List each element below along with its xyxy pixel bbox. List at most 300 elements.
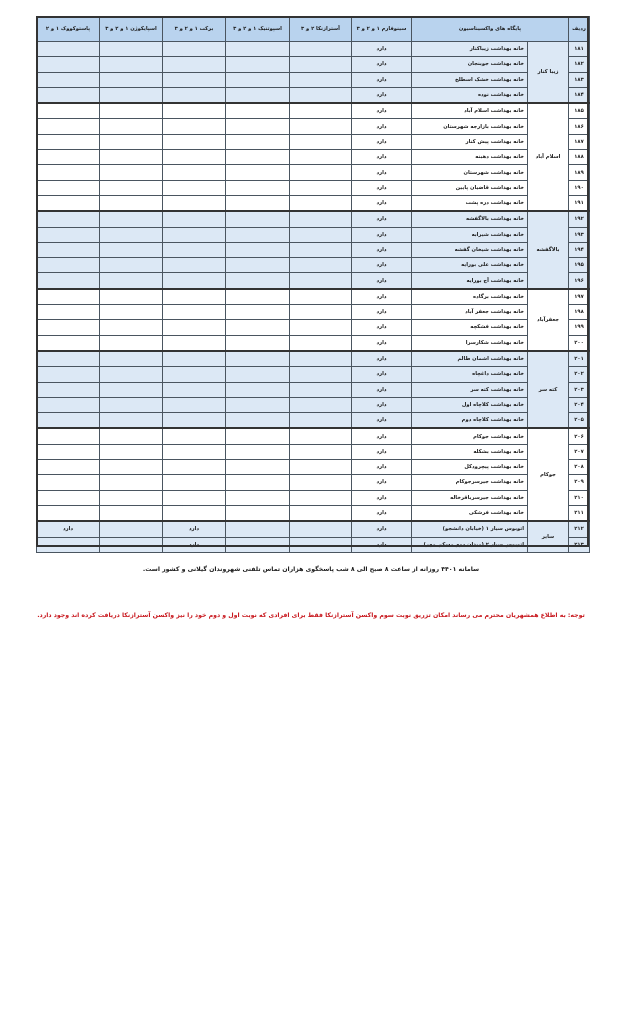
site-name: خانه بهداشت جوکام bbox=[412, 428, 528, 444]
astrazeneca-availability bbox=[290, 165, 352, 180]
pastocovac-availability bbox=[37, 490, 100, 505]
astrazeneca-warning-note: توجه: به اطلاع همشهریان محترم می رساند امکان تزریق نوبت سوم واکسن آسترازنکا فقط برای افرادی که نوبت اول و دوم خود را نیز واکسن آسترازنکا دریافت کرده اند وجود دارد. bbox=[37, 612, 585, 619]
sinopharm-availability: دارد bbox=[352, 134, 412, 149]
site-name: خانه بهداشت آج بورایه bbox=[412, 273, 528, 289]
row-number: ۲۰۴ bbox=[569, 397, 590, 412]
row-number: ۲۰۵ bbox=[569, 413, 590, 429]
spikogen-availability bbox=[100, 335, 163, 351]
spikogen-availability bbox=[100, 227, 163, 242]
table-row bbox=[37, 150, 590, 165]
spikogen-availability bbox=[100, 103, 163, 119]
barekat-availability bbox=[163, 103, 226, 119]
row-number: ۲۱۰ bbox=[569, 490, 590, 505]
table-row bbox=[37, 305, 590, 320]
sinopharm-availability: دارد bbox=[352, 505, 412, 521]
site-name: خانه بهداشت پیچرودکل bbox=[412, 460, 528, 475]
spikogen-availability bbox=[100, 134, 163, 149]
site-name: خانه بهداشت کلاچاه اول bbox=[412, 397, 528, 412]
row-number: ۲۰۶ bbox=[569, 428, 590, 444]
sinopharm-availability: دارد bbox=[352, 351, 412, 367]
site-name: خانه بهداشت خشک اسطلخ bbox=[412, 72, 528, 87]
astrazeneca-availability bbox=[290, 428, 352, 444]
group-name: اسلام آباد bbox=[528, 103, 569, 211]
spikogen-availability bbox=[100, 460, 163, 475]
table-row bbox=[37, 351, 590, 367]
row-number: ۱۸۶ bbox=[569, 119, 590, 134]
barekat-availability bbox=[163, 444, 226, 459]
table-row bbox=[37, 258, 590, 273]
astrazeneca-availability bbox=[290, 227, 352, 242]
site-name: خانه بهداشت دره پشت bbox=[412, 195, 528, 211]
pastocovac-availability bbox=[37, 413, 100, 429]
spikogen-availability bbox=[100, 180, 163, 195]
sinopharm-availability: دارد bbox=[352, 460, 412, 475]
site-name: خانه بهداشت اشمان طالم bbox=[412, 351, 528, 367]
site-name: خانه بهداشت بشکله bbox=[412, 444, 528, 459]
sputnik-availability bbox=[226, 382, 290, 397]
spikogen-availability bbox=[100, 211, 163, 227]
astrazeneca-availability bbox=[290, 537, 352, 552]
spikogen-availability bbox=[100, 42, 163, 57]
pastocovac-availability bbox=[37, 382, 100, 397]
barekat-availability bbox=[163, 150, 226, 165]
table-row bbox=[37, 195, 590, 211]
pastocovac-availability bbox=[37, 195, 100, 211]
row-number: ۲۱۲ bbox=[569, 521, 590, 537]
header-barekat: برکت ۱ و ۲ و ۳ bbox=[163, 17, 226, 42]
pastocovac-availability bbox=[37, 72, 100, 87]
sputnik-availability bbox=[226, 505, 290, 521]
table-row bbox=[37, 134, 590, 149]
header-spikogen: اسپایکوژن ۱ و ۲ و ۳ bbox=[100, 17, 163, 42]
site-name: خانه بهداشت قاضیان پایین bbox=[412, 180, 528, 195]
pastocovac-availability bbox=[37, 444, 100, 459]
astrazeneca-availability bbox=[290, 150, 352, 165]
sinopharm-availability: دارد bbox=[352, 305, 412, 320]
sputnik-availability bbox=[226, 258, 290, 273]
spikogen-availability bbox=[100, 258, 163, 273]
astrazeneca-availability bbox=[290, 242, 352, 257]
site-name: خانه بهداشت دهبنه bbox=[412, 150, 528, 165]
site-name: خانه بهداشت کلاچاه دوم bbox=[412, 413, 528, 429]
sinopharm-availability: دارد bbox=[352, 397, 412, 412]
pastocovac-availability bbox=[37, 119, 100, 134]
table-row bbox=[37, 42, 590, 57]
spikogen-availability bbox=[100, 242, 163, 257]
sinopharm-availability: دارد bbox=[352, 258, 412, 273]
barekat-availability bbox=[163, 289, 226, 305]
sinopharm-availability: دارد bbox=[352, 72, 412, 87]
sputnik-availability bbox=[226, 242, 290, 257]
astrazeneca-availability bbox=[290, 87, 352, 103]
pastocovac-availability bbox=[37, 103, 100, 119]
barekat-availability bbox=[163, 490, 226, 505]
pastocovac-availability bbox=[37, 165, 100, 180]
table-row bbox=[37, 320, 590, 335]
barekat-availability bbox=[163, 180, 226, 195]
row-number: ۱۸۲ bbox=[569, 57, 590, 72]
sputnik-availability bbox=[226, 335, 290, 351]
barekat-availability bbox=[163, 134, 226, 149]
sinopharm-availability: دارد bbox=[352, 150, 412, 165]
table-row bbox=[37, 521, 590, 537]
table-row bbox=[37, 537, 590, 552]
table-row bbox=[37, 505, 590, 521]
barekat-availability bbox=[163, 505, 226, 521]
site-name: خانه بهداشت جوبنجان bbox=[412, 57, 528, 72]
barekat-availability bbox=[163, 42, 226, 57]
sinopharm-availability: دارد bbox=[352, 428, 412, 444]
pastocovac-availability bbox=[37, 273, 100, 289]
astrazeneca-availability bbox=[290, 521, 352, 537]
site-name: خانه بهداشت کته سر bbox=[412, 382, 528, 397]
row-number: ۱۹۸ bbox=[569, 305, 590, 320]
pastocovac-availability bbox=[37, 180, 100, 195]
sputnik-availability bbox=[226, 444, 290, 459]
barekat-availability bbox=[163, 397, 226, 412]
table-body bbox=[37, 42, 590, 553]
site-name: خانه بهداشت جیرسرباقرخاله bbox=[412, 490, 528, 505]
site-name: خانه بهداشت داغچاه bbox=[412, 367, 528, 382]
sputnik-availability bbox=[226, 351, 290, 367]
sputnik-availability bbox=[226, 397, 290, 412]
spikogen-availability bbox=[100, 273, 163, 289]
pastocovac-availability bbox=[37, 227, 100, 242]
spikogen-availability bbox=[100, 505, 163, 521]
sinopharm-availability: دارد bbox=[352, 537, 412, 552]
sputnik-availability bbox=[226, 195, 290, 211]
sinopharm-availability: دارد bbox=[352, 521, 412, 537]
sputnik-availability bbox=[226, 87, 290, 103]
pastocovac-availability bbox=[37, 335, 100, 351]
astrazeneca-availability bbox=[290, 413, 352, 429]
sputnik-availability bbox=[226, 180, 290, 195]
sinopharm-availability: دارد bbox=[352, 211, 412, 227]
table-header-row bbox=[37, 17, 590, 42]
pastocovac-availability bbox=[37, 351, 100, 367]
site-name: خانه بهداشت بالاگفشه bbox=[412, 211, 528, 227]
header-sputnik: اسپوتنیک ۱ و ۲ و ۳ bbox=[226, 17, 290, 42]
spikogen-availability bbox=[100, 367, 163, 382]
barekat-availability: دارد bbox=[163, 521, 226, 537]
table-row bbox=[37, 367, 590, 382]
sputnik-availability bbox=[226, 227, 290, 242]
row-number: ۱۸۵ bbox=[569, 103, 590, 119]
site-name: خانه بهداشت بازارجه شهرستان bbox=[412, 119, 528, 134]
site-name: خانه بهداشت اسلام آباد bbox=[412, 103, 528, 119]
barekat-availability bbox=[163, 273, 226, 289]
table-row bbox=[37, 165, 590, 180]
table-row bbox=[37, 460, 590, 475]
row-number: ۲۰۸ bbox=[569, 460, 590, 475]
sinopharm-availability: دارد bbox=[352, 180, 412, 195]
astrazeneca-availability bbox=[290, 72, 352, 87]
site-name: خانه بهداشت شهرستان bbox=[412, 165, 528, 180]
row-number: ۱۹۵ bbox=[569, 258, 590, 273]
sinopharm-availability: دارد bbox=[352, 367, 412, 382]
header-row-no: ردیف bbox=[569, 17, 590, 42]
pastocovac-availability: دارد bbox=[37, 521, 100, 537]
barekat-availability bbox=[163, 195, 226, 211]
site-name: خانه بهداشت نوده bbox=[412, 87, 528, 103]
site-name: خانه بهداشت شکارسرا bbox=[412, 335, 528, 351]
row-number: ۱۸۳ bbox=[569, 72, 590, 87]
sinopharm-availability: دارد bbox=[352, 242, 412, 257]
row-number: ۲۰۱ bbox=[569, 351, 590, 367]
site-name: اتوبوس سیار ۲ (میدان دوم مسکن مهر) bbox=[412, 537, 528, 552]
site-name: خانه بهداشت جیرسرجوکام bbox=[412, 475, 528, 490]
spikogen-availability bbox=[100, 72, 163, 87]
sputnik-availability bbox=[226, 289, 290, 305]
astrazeneca-availability bbox=[290, 180, 352, 195]
barekat-availability bbox=[163, 119, 226, 134]
astrazeneca-availability bbox=[290, 335, 352, 351]
pastocovac-availability bbox=[37, 150, 100, 165]
vaccination-sites-table bbox=[36, 16, 590, 553]
spikogen-availability bbox=[100, 87, 163, 103]
site-name: خانه بهداشت پیش کنار bbox=[412, 134, 528, 149]
table-row bbox=[37, 289, 590, 305]
pastocovac-availability bbox=[37, 397, 100, 412]
header-sinopharm: سینوفارم ۱ و ۲ و ۳ bbox=[352, 17, 412, 42]
astrazeneca-availability bbox=[290, 320, 352, 335]
spikogen-availability bbox=[100, 475, 163, 490]
spikogen-availability bbox=[100, 305, 163, 320]
barekat-availability bbox=[163, 165, 226, 180]
row-number: ۱۸۸ bbox=[569, 150, 590, 165]
barekat-availability: دارد bbox=[163, 537, 226, 552]
header-astrazeneca: آسترازنکا ۲ و ۳ bbox=[290, 17, 352, 42]
spikogen-availability bbox=[100, 57, 163, 72]
pastocovac-availability bbox=[37, 57, 100, 72]
barekat-availability bbox=[163, 475, 226, 490]
row-number: ۲۰۲ bbox=[569, 367, 590, 382]
barekat-availability bbox=[163, 211, 226, 227]
sinopharm-availability: دارد bbox=[352, 273, 412, 289]
sputnik-availability bbox=[226, 428, 290, 444]
sinopharm-availability: دارد bbox=[352, 444, 412, 459]
spikogen-availability bbox=[100, 382, 163, 397]
barekat-availability bbox=[163, 382, 226, 397]
pastocovac-availability bbox=[37, 428, 100, 444]
table-row bbox=[37, 335, 590, 351]
spikogen-availability bbox=[100, 165, 163, 180]
sputnik-availability bbox=[226, 521, 290, 537]
row-number: ۱۹۳ bbox=[569, 227, 590, 242]
barekat-availability bbox=[163, 320, 226, 335]
sinopharm-availability: دارد bbox=[352, 382, 412, 397]
astrazeneca-availability bbox=[290, 289, 352, 305]
spikogen-availability bbox=[100, 397, 163, 412]
row-number: ۱۹۴ bbox=[569, 242, 590, 257]
pastocovac-availability bbox=[37, 211, 100, 227]
table-row bbox=[37, 428, 590, 444]
row-number: ۱۸۱ bbox=[569, 42, 590, 57]
barekat-availability bbox=[163, 87, 226, 103]
sputnik-availability bbox=[226, 57, 290, 72]
table-row bbox=[37, 273, 590, 289]
sputnik-availability bbox=[226, 134, 290, 149]
astrazeneca-availability bbox=[290, 444, 352, 459]
row-number: ۱۹۶ bbox=[569, 273, 590, 289]
site-name: خانه بهداشت برگاده bbox=[412, 289, 528, 305]
barekat-availability bbox=[163, 258, 226, 273]
astrazeneca-availability bbox=[290, 505, 352, 521]
spikogen-availability bbox=[100, 444, 163, 459]
barekat-availability bbox=[163, 57, 226, 72]
sinopharm-availability: دارد bbox=[352, 490, 412, 505]
spikogen-availability bbox=[100, 351, 163, 367]
sputnik-availability bbox=[226, 413, 290, 429]
pastocovac-availability bbox=[37, 42, 100, 57]
sputnik-availability bbox=[226, 475, 290, 490]
sputnik-availability bbox=[226, 490, 290, 505]
table-row bbox=[37, 103, 590, 119]
spikogen-availability bbox=[100, 537, 163, 552]
sinopharm-availability: دارد bbox=[352, 165, 412, 180]
spikogen-availability bbox=[100, 119, 163, 134]
sputnik-availability bbox=[226, 460, 290, 475]
sputnik-availability bbox=[226, 211, 290, 227]
table-row bbox=[37, 119, 590, 134]
sinopharm-availability: دارد bbox=[352, 119, 412, 134]
table-row bbox=[37, 413, 590, 429]
astrazeneca-availability bbox=[290, 367, 352, 382]
spikogen-availability bbox=[100, 428, 163, 444]
astrazeneca-availability bbox=[290, 211, 352, 227]
row-number: ۲۰۳ bbox=[569, 382, 590, 397]
header-pastocovac: پاستوکووک ۱ و ۲ bbox=[37, 17, 100, 42]
barekat-availability bbox=[163, 428, 226, 444]
sputnik-availability bbox=[226, 42, 290, 57]
row-number: ۱۸۴ bbox=[569, 87, 590, 103]
barekat-availability bbox=[163, 227, 226, 242]
pastocovac-availability bbox=[37, 367, 100, 382]
sinopharm-availability: دارد bbox=[352, 227, 412, 242]
sputnik-availability bbox=[226, 367, 290, 382]
sinopharm-availability: دارد bbox=[352, 42, 412, 57]
spikogen-availability bbox=[100, 413, 163, 429]
astrazeneca-availability bbox=[290, 397, 352, 412]
table-row bbox=[37, 57, 590, 72]
spikogen-availability bbox=[100, 289, 163, 305]
pastocovac-availability bbox=[37, 87, 100, 103]
pastocovac-availability bbox=[37, 289, 100, 305]
astrazeneca-availability bbox=[290, 103, 352, 119]
table-row bbox=[37, 397, 590, 412]
spikogen-availability bbox=[100, 521, 163, 537]
sputnik-availability bbox=[226, 537, 290, 552]
row-number: ۲۰۰ bbox=[569, 335, 590, 351]
site-name: خانه بهداشت جعفر آباد bbox=[412, 305, 528, 320]
sputnik-availability bbox=[226, 72, 290, 87]
table-row bbox=[37, 227, 590, 242]
row-number: ۲۱۳ bbox=[569, 537, 590, 552]
sputnik-availability bbox=[226, 119, 290, 134]
pastocovac-availability bbox=[37, 242, 100, 257]
astrazeneca-availability bbox=[290, 57, 352, 72]
row-number: ۱۸۷ bbox=[569, 134, 590, 149]
site-name: خانه بهداشت فشکچه bbox=[412, 320, 528, 335]
pastocovac-availability bbox=[37, 134, 100, 149]
table-row bbox=[37, 180, 590, 195]
sinopharm-availability: دارد bbox=[352, 195, 412, 211]
row-number: ۲۱۱ bbox=[569, 505, 590, 521]
pastocovac-availability bbox=[37, 460, 100, 475]
sinopharm-availability: دارد bbox=[352, 475, 412, 490]
barekat-availability bbox=[163, 242, 226, 257]
astrazeneca-availability bbox=[290, 382, 352, 397]
astrazeneca-availability bbox=[290, 119, 352, 134]
pastocovac-availability bbox=[37, 475, 100, 490]
group-name: کته سر bbox=[528, 351, 569, 428]
sputnik-availability bbox=[226, 165, 290, 180]
sinopharm-availability: دارد bbox=[352, 289, 412, 305]
astrazeneca-availability bbox=[290, 195, 352, 211]
sputnik-availability bbox=[226, 150, 290, 165]
row-number: ۱۹۱ bbox=[569, 195, 590, 211]
group-name: سایر bbox=[528, 521, 569, 552]
barekat-availability bbox=[163, 351, 226, 367]
site-name: خانه بهداشت علی بورایه bbox=[412, 258, 528, 273]
site-name: خانه بهداشت فرشکی bbox=[412, 505, 528, 521]
astrazeneca-availability bbox=[290, 305, 352, 320]
group-name: جعفرآباد bbox=[528, 289, 569, 351]
site-name: اتوبوس سیار ۱ (خیابان دانشجو) bbox=[412, 521, 528, 537]
barekat-availability bbox=[163, 367, 226, 382]
header-site: پایگاه های واکسیناسیون bbox=[412, 17, 569, 42]
row-number: ۱۹۹ bbox=[569, 320, 590, 335]
sputnik-availability bbox=[226, 103, 290, 119]
group-name: جوکام bbox=[528, 428, 569, 521]
barekat-availability bbox=[163, 72, 226, 87]
table-row bbox=[37, 72, 590, 87]
row-number: ۱۹۰ bbox=[569, 180, 590, 195]
barekat-availability bbox=[163, 413, 226, 429]
spikogen-availability bbox=[100, 195, 163, 211]
sinopharm-availability: دارد bbox=[352, 87, 412, 103]
hotline-note: سامانه ۴۴۰۱ روزانه از ساعت ۸ صبح الی ۸ شب پاسخگوی هزاران تماس تلفنی شهروندان گیلانی و کشور است. bbox=[142, 566, 480, 573]
astrazeneca-availability bbox=[290, 134, 352, 149]
row-number: ۲۰۷ bbox=[569, 444, 590, 459]
pastocovac-availability bbox=[37, 305, 100, 320]
astrazeneca-availability bbox=[290, 460, 352, 475]
sinopharm-availability: دارد bbox=[352, 413, 412, 429]
table-row bbox=[37, 211, 590, 227]
pastocovac-availability bbox=[37, 258, 100, 273]
astrazeneca-availability bbox=[290, 351, 352, 367]
group-name: بالاگفشه bbox=[528, 211, 569, 288]
table-row bbox=[37, 475, 590, 490]
row-number: ۱۸۹ bbox=[569, 165, 590, 180]
astrazeneca-availability bbox=[290, 475, 352, 490]
pastocovac-availability bbox=[37, 537, 100, 552]
sinopharm-availability: دارد bbox=[352, 57, 412, 72]
table-row bbox=[37, 490, 590, 505]
table-row bbox=[37, 444, 590, 459]
group-name: زیبا کنار bbox=[528, 42, 569, 104]
spikogen-availability bbox=[100, 490, 163, 505]
astrazeneca-availability bbox=[290, 42, 352, 57]
sinopharm-availability: دارد bbox=[352, 103, 412, 119]
sinopharm-availability: دارد bbox=[352, 335, 412, 351]
astrazeneca-availability bbox=[290, 273, 352, 289]
row-number: ۱۹۷ bbox=[569, 289, 590, 305]
table-row bbox=[37, 87, 590, 103]
site-name: خانه بهداشت شیرابه bbox=[412, 227, 528, 242]
site-name: خانه بهداشت زیباکنار bbox=[412, 42, 528, 57]
table-row bbox=[37, 242, 590, 257]
